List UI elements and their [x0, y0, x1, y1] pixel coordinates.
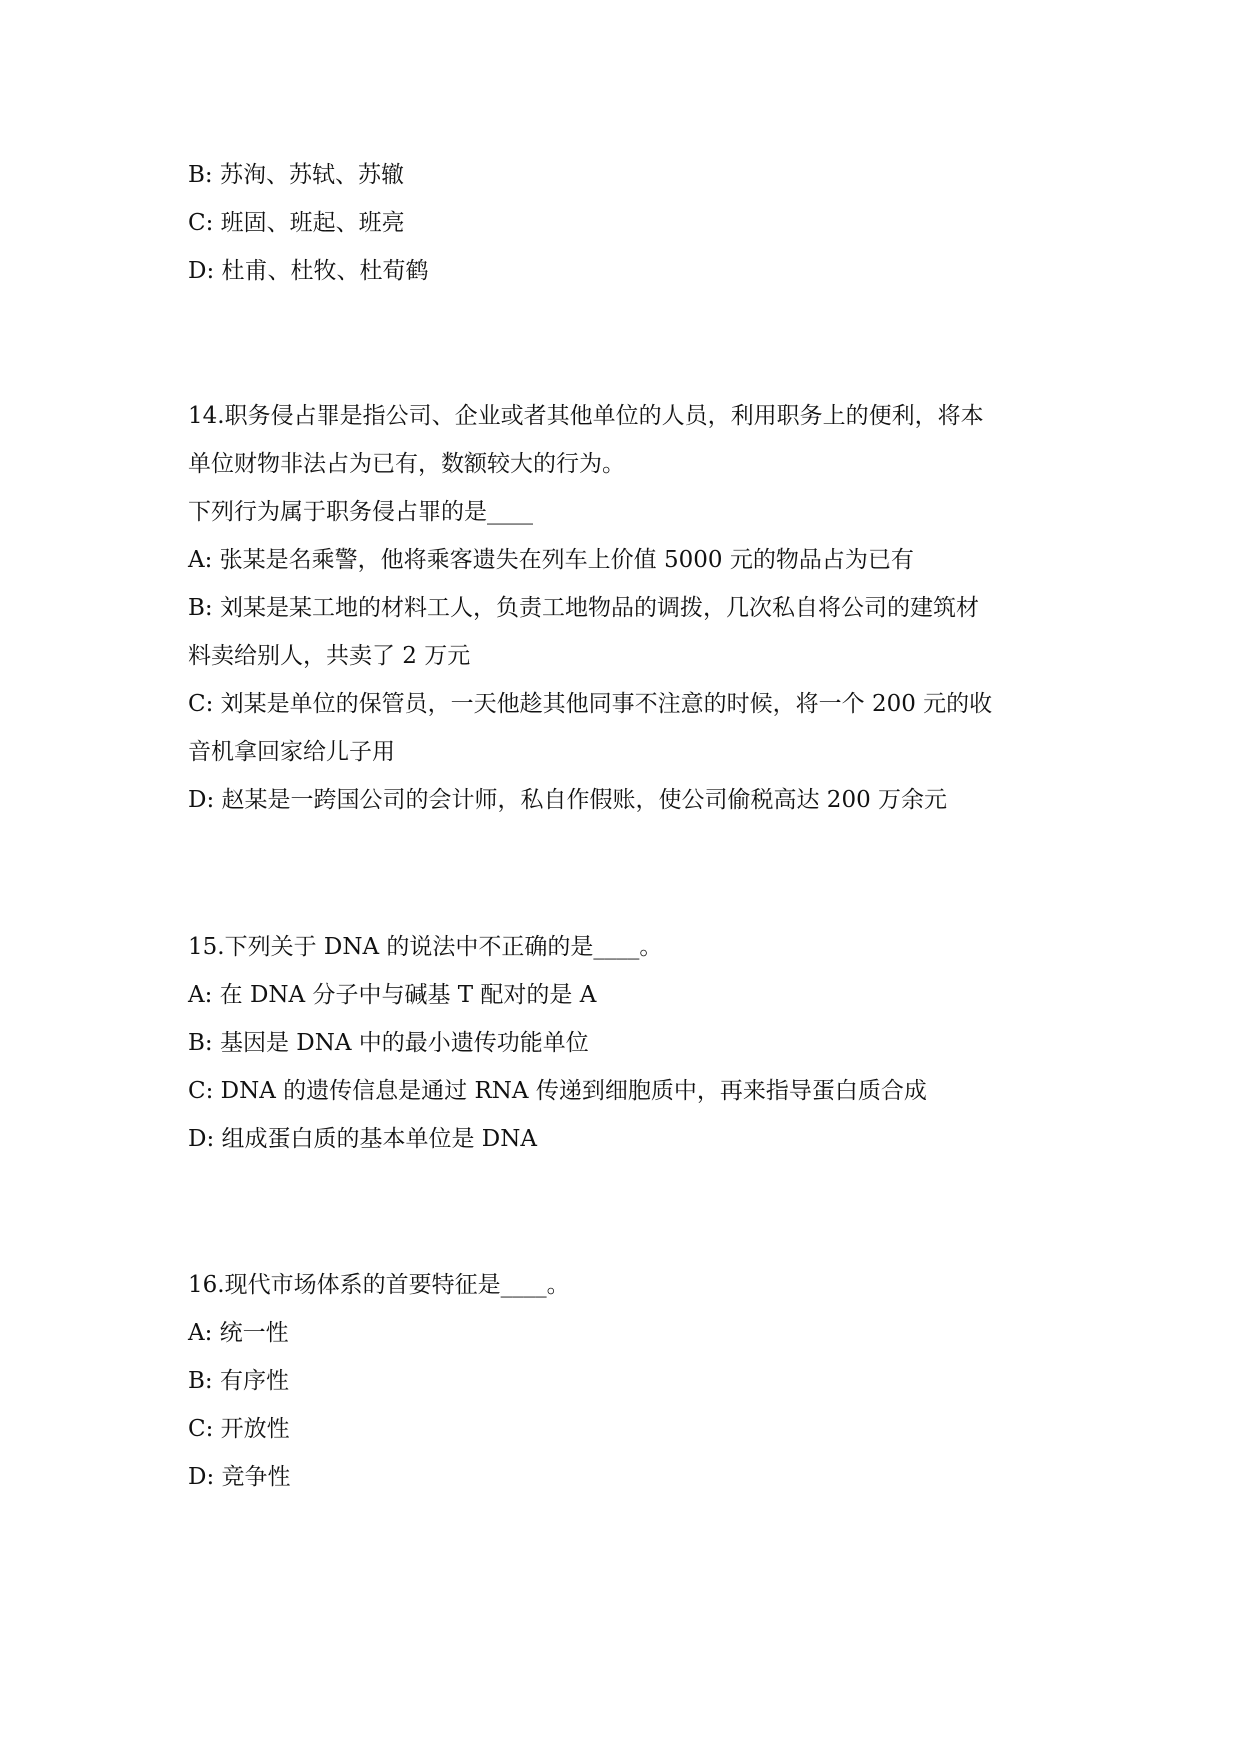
- q15-option-d: D: 组成蛋白质的基本单位是 DNA: [188, 1126, 537, 1152]
- q16-option-b: B: 有序性: [188, 1368, 289, 1394]
- q14-stem-line2: 单位财物非法占为已有，数额较大的行为。: [188, 451, 625, 477]
- q13-option-d: D: 杜甫、杜牧、杜荀鹤: [188, 258, 429, 284]
- q16-option-d: D: 竞争性: [188, 1464, 291, 1490]
- q13-option-c: C: 班固、班起、班亮: [188, 210, 405, 236]
- q14-stem-line1: 14.职务侵占罪是指公司、企业或者其他单位的人员，利用职务上的便利，将本: [188, 403, 984, 429]
- q16-option-a: A: 统一性: [188, 1320, 289, 1346]
- q16-stem: 16.现代市场体系的首要特征是____。: [188, 1272, 570, 1298]
- q14-option-c-line2: 音机拿回家给儿子用: [188, 739, 395, 765]
- q14-option-a: A: 张某是名乘警，他将乘客遗失在列车上价值 5000 元的物品占为已有: [188, 547, 914, 573]
- q14-prompt: 下列行为属于职务侵占罪的是____: [188, 499, 533, 525]
- q14-option-b-line1: B: 刘某是某工地的材料工人，负责工地物品的调拨，几次私自将公司的建筑材: [188, 595, 979, 621]
- q13-option-b: B: 苏洵、苏轼、苏辙: [188, 162, 404, 188]
- q15-option-b: B: 基因是 DNA 中的最小遗传功能单位: [188, 1030, 589, 1056]
- q15-stem: 15.下列关于 DNA 的说法中不正确的是____。: [188, 934, 663, 960]
- q14-option-d: D: 赵某是一跨国公司的会计师，私自作假账，使公司偷税高达 200 万余元: [188, 787, 948, 813]
- q14-option-c-line1: C: 刘某是单位的保管员，一天他趁其他同事不注意的时候，将一个 200 元的收: [188, 691, 993, 717]
- q15-option-c: C: DNA 的遗传信息是通过 RNA 传递到细胞质中，再来指导蛋白质合成: [188, 1078, 927, 1104]
- q16-option-c: C: 开放性: [188, 1416, 290, 1442]
- q14-option-b-line2: 料卖给别人，共卖了 2 万元: [188, 643, 471, 669]
- q15-option-a: A: 在 DNA 分子中与碱基 T 配对的是 A: [188, 982, 597, 1008]
